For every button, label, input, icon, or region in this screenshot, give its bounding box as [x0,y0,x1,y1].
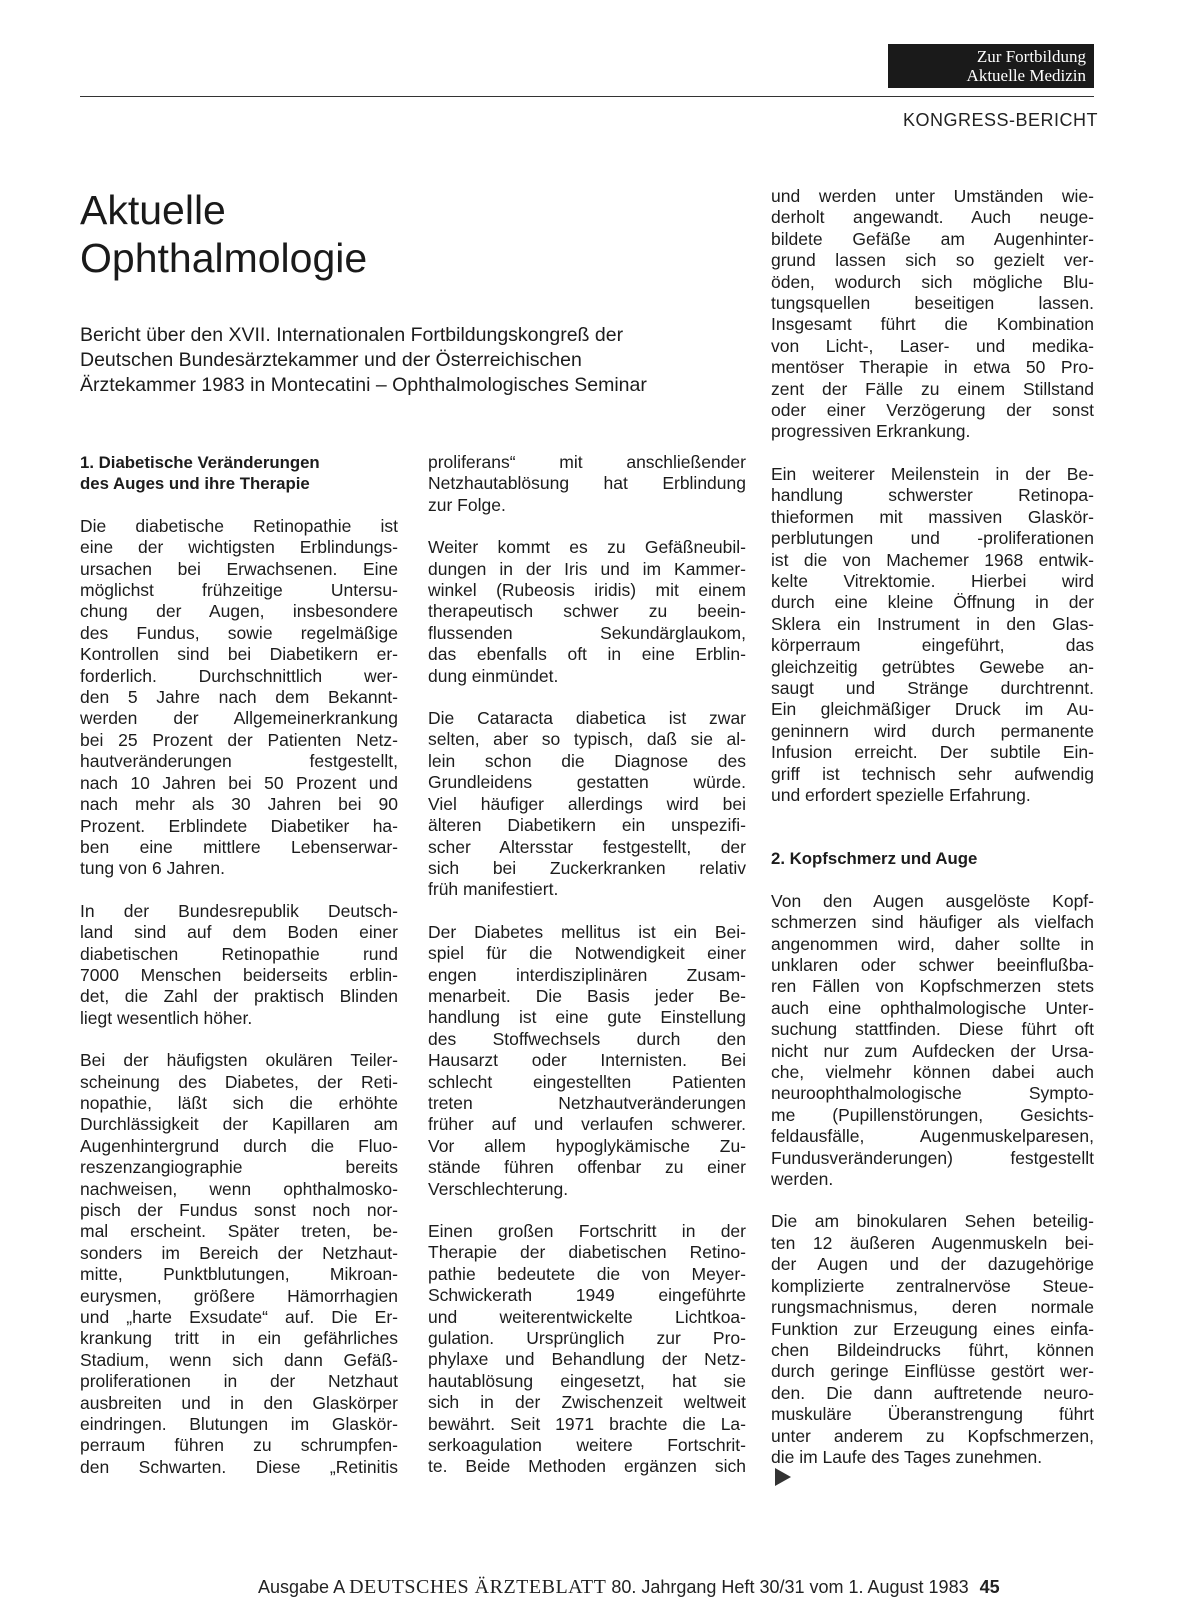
text-line: und weiterentwickelte Lichtkoa- [428,1306,746,1327]
text-line: eurysmen, größere Hämorrhagien [80,1285,398,1306]
text-line: therapeutisch schwer zu beein- [428,601,746,622]
text-line: unter anderem zu Kopfschmerzen, [771,1425,1094,1446]
text-line: feldausfälle, Augenmuskelparesen, [771,1126,1094,1147]
text-line: nach 10 Jahren bei 50 Prozent und [80,772,398,793]
text-line: früh manifestiert. [428,879,559,900]
text-line: proliferans“ mit anschließender [428,452,746,472]
paragraph [428,537,746,687]
section-label: KONGRESS-BERICHT [902,110,1098,130]
text-line: Sklera ein Instrument in den Glas- [771,613,1094,634]
text-line: mal erscheint. Später treten, be- [80,1221,398,1242]
text-line: In der Bundesrepublik Deutsch- [80,900,398,921]
text-line: ren Fällen von Kopfschmerzen stets [771,976,1094,997]
text-line: pathie bedeutete die von Meyer- [428,1263,746,1284]
text-line: Vor allem hypoglykämische Zu- [428,1135,746,1156]
text-line: angenommen wird, daher sollte in [771,933,1094,954]
text-line: durch eine kleine Öffnung in der [771,592,1094,613]
continue-arrow-icon [775,1468,791,1486]
text-line: phylaxe und Behandlung der Netz- [428,1349,746,1370]
text-line: Weiter kommt es zu Gefäßneubil- [428,537,746,558]
text-line: handlung schwerster Retinopa- [771,485,1094,506]
text-line: Fundusveränderungen) festgestellt [771,1147,1094,1168]
paragraph [428,922,746,1200]
text-line: det, die Zahl der praktisch Blinden [80,986,398,1007]
text-line: mitte, Punktblutungen, Mikroan- [80,1264,398,1285]
text-line: che, vielmehr können dabei auch [771,1062,1094,1083]
text-line: ist die von Machemer 1968 entwik- [771,549,1094,570]
text-line: progressiven Erkrankung. [771,421,971,442]
text-line: kelte Vitrektomie. Hierbei wird [771,570,1094,591]
text-line: chen Bildeindrucks führt, können [771,1339,1094,1360]
text-line: flussenden Sekundärglaukom, [428,622,746,643]
text-line: dung einmündet. [428,665,559,686]
text-line: serkoagulation weitere Fortschrit- [428,1435,746,1456]
text-line: eindringen. Blutungen im Glaskör- [80,1414,398,1435]
text-line: gleichzeitig getrübtes Gewebe an- [771,656,1094,677]
text-line: des Stoffwechsels durch den [428,1028,746,1049]
text-line: Kontrollen sind bei Diabetikern er- [80,644,398,665]
text-line: den 5 Jahre nach dem Bekannt- [80,687,398,708]
text-line: unklaren oder schwer beeinflußba- [771,955,1094,975]
text-line: Schwickerath 1949 eingeführte [428,1285,746,1306]
article-subtitle: Bericht über den XVII. Internationalen Fortbildungskongreß der Deutschen Bundesärztekammer und der Österreichischen Ärztekammer 1983 in Montecatini – Ophthalmologisches Seminar [80,324,647,396]
text-line: nachweisen, wenn ophthalmosko- [80,1178,398,1199]
text-line: auch eine ophthalmologische Unter- [771,997,1094,1018]
badge-line-2: Aktuelle Medizin [966,66,1086,85]
text-line: selten, aber so typisch, daß sie al- [428,729,746,750]
text-line: ten 12 äußeren Augenmuskeln bei- [771,1232,1094,1253]
text-line: me (Pupillenstörungen, Gesichts- [771,1104,1094,1125]
text-line: perblutungen und -proliferationen [771,528,1094,549]
text-line: Die diabetische Retinopathie ist [80,515,398,536]
text-line: ben eine mittlere Lebenserwar- [80,836,398,857]
text-line: forderlich. Durchschnittlich wer- [80,665,398,686]
text-line: gulation. Ursprünglich zur Pro- [428,1328,746,1349]
text-line: perraum führen zu schrumpfen- [80,1435,398,1456]
text-line: spiel für die Notwendigkeit einer [428,943,746,964]
text-line: früher auf und verlaufen schwerer. [428,1114,746,1135]
text-line: mentöser Therapie in etwa 50 Pro- [771,357,1094,378]
text-line: diabetischen Retinopathie rund [80,943,398,964]
text-line: Bei der häufigsten okulären Teiler- [80,1050,398,1071]
text-line: des Fundus, sowie regelmäßige [80,622,398,643]
paragraph [428,452,746,516]
text-line: komplizierte zentralnervöse Steue- [771,1275,1094,1296]
text-line: geninnern wird durch permanente [771,720,1094,741]
text-line: proliferationen in der Netzhaut [80,1371,398,1392]
text-line: Ein weiterer Meilenstein in der Be- [771,463,1094,484]
paragraph [80,1050,398,1478]
text-line: Netzhautablösung hat Erblindung [428,473,746,494]
text-line: Von den Augen ausgelöste Kopf- [771,890,1094,911]
text-line: schlecht eingestellten Patienten [428,1071,746,1092]
text-line: Hausarzt oder Internisten. Bei [428,1050,746,1071]
text-line: sich in der Zwischenzeit weltweit [428,1392,746,1413]
text-line: körperraum eingeführt, das [771,635,1094,656]
text-line: Augenhintergrund durch die Fluo- [80,1135,398,1156]
text-line: scheinung des Diabetes, der Reti- [80,1071,398,1092]
text-line: derholt angewandt. Auch neuge- [771,207,1094,228]
text-line: Der Diabetes mellitus ist ein Bei- [428,921,746,942]
paragraph [428,1221,746,1478]
page-footer [258,1576,1098,1599]
text-line: werden. [771,1169,834,1190]
column-2 [428,452,746,1499]
text-line: nach mehr als 30 Jahren bei 90 [80,794,398,815]
footer-issue: 80. Jahrgang Heft 30/31 vom 1. August 1983 [611,1577,969,1597]
text-line: Durchlässigkeit der Kapillaren am [80,1114,398,1135]
section-heading-2: 2. Kopfschmerz und Auge [771,849,978,869]
text-line: te. Beide Methoden ergänzen sich [428,1456,746,1477]
text-line: sonders im Bereich der Netzhaut- [80,1242,398,1263]
text-line: und werden unter Umständen wie- [771,186,1094,206]
text-line: Einen großen Fortschritt in der [428,1221,746,1241]
text-line: nicht nur zum Aufdecken der Ursa- [771,1040,1094,1061]
text-line: den. Die dann auftretende neuro- [771,1382,1094,1403]
paragraph [771,186,1094,443]
text-line: Insgesamt führt die Kombination [771,314,1094,335]
text-line: Infusion erreicht. Der subtile Ein- [771,742,1094,763]
text-line: sich bei Zuckerkranken relativ [428,857,746,878]
text-line: griff ist technisch sehr aufwendig [771,763,1094,784]
text-line: scher Altersstar festgestellt, der [428,836,746,857]
paragraph [80,901,398,1029]
badge-line-1: Zur Fortbildung [976,47,1086,66]
text-line: hautablösung eingesetzt, hat sie [428,1370,746,1391]
text-line: grund lassen sich so gezielt ver- [771,250,1094,271]
text-line: ausbreiten und in den Glaskörper [80,1392,398,1413]
text-line: Grundleidens gestatten würde. [428,772,746,793]
text-line: und „harte Exsudate“ auf. Die Er- [80,1307,398,1328]
section-badge [888,44,1094,88]
text-line: eine der wichtigsten Erblindungs- [80,537,398,558]
paragraph [771,464,1094,807]
text-line: Verschlechterung. [428,1178,569,1199]
text-line: Ein gleichmäßiger Druck im Au- [771,699,1094,720]
text-line: stände führen offenbar zu einer [428,1157,746,1178]
text-line: muskuläre Überanstrengung führt [771,1404,1094,1425]
text-line: pisch der Fundus sonst noch nor- [80,1200,398,1220]
paragraph [771,891,1094,1191]
text-line: winkel (Rubeosis iridis) mit einem [428,580,746,601]
text-line: der Augen und der dazugehörige [771,1254,1094,1275]
text-line: engen interdisziplinären Zusam- [428,964,746,985]
article-title: Aktuelle Ophthalmologie [80,187,368,281]
paragraph [428,708,746,901]
text-line: Die Cataracta diabetica ist zwar [428,708,746,729]
text-line: möglichst frühzeitige Untersu- [80,580,398,601]
text-line: das ebenfalls oft in eine Erblin- [428,644,746,665]
text-line: bei 25 Prozent der Patienten Netz- [80,729,398,750]
text-line: chung der Augen, insbesondere [80,601,398,622]
text-line: Therapie der diabetischen Retino- [428,1242,746,1263]
column-1 [80,452,398,1499]
text-line: zent der Fälle zu einem Stillstand [771,378,1094,399]
text-line: suchung stattfinden. Diese führt oft [771,1019,1094,1040]
text-line: Viel häufiger allerdings wird bei [428,793,746,814]
text-line: die im Laufe des Tages zunehmen. [771,1447,1094,1486]
text-line: öden, wodurch sich mögliche Blu- [771,271,1094,292]
page-number: 45 [979,1577,1000,1597]
text-line: den Schwarten. Diese „Retinitis [80,1456,398,1477]
text-line: durch geringe Einflüsse gestört wer- [771,1361,1094,1382]
column-3 [771,186,1094,1507]
footer-edition: Ausgabe A [258,1577,345,1597]
text-line: dungen in der Iris und im Kammer- [428,558,746,579]
text-line: liegt wesentlich höher. [80,1007,253,1028]
text-line: rungsmachnismus, deren normale [771,1297,1094,1318]
text-line: menarbeit. Die Basis jeder Be- [428,985,746,1006]
text-line: bewährt. Seit 1971 brachte die La- [428,1413,746,1434]
text-line: älteren Diabetikern ein unspezifi- [428,815,746,836]
text-line: von Licht-, Laser- und medika- [771,335,1094,356]
section-heading-1: 1. Diabetische Veränderungen des Auges und ihre Therapie [80,453,320,494]
text-line: krankung tritt in ein gefährliches [80,1328,398,1349]
text-line: tungsquellen beseitigen lassen. [771,293,1094,314]
text-line: und erfordert spezielle Erfahrung. [771,784,1031,805]
text-line: bildete Gefäße am Augenhinter- [771,228,1094,249]
text-line: reszenzangiographie bereits [80,1157,398,1178]
text-line: oder einer Verzögerung der sonst [771,400,1094,421]
text-line: neuroophthalmologische Sympto- [771,1083,1094,1104]
text-line: Funktion zur Erzeugung eines einfa- [771,1318,1094,1339]
text-line: thieformen mit massiven Glaskör- [771,506,1094,527]
text-line: zur Folge. [428,494,506,515]
footer-journal: DEUTSCHES ÄRZTEBLATT [349,1576,607,1598]
text-line: werden der Allgemeinerkrankung [80,708,398,729]
text-line: Prozent. Erblindete Diabetiker ha- [80,815,398,836]
text-line: land sind auf dem Boden einer [80,922,398,943]
text-line: tung von 6 Jahren. [80,858,225,879]
paragraph [80,516,398,880]
text-line: Die am binokularen Sehen beteilig- [771,1211,1094,1232]
text-line: 7000 Menschen beiderseits erblin- [80,964,398,985]
text-line: hautveränderungen festgestellt, [80,751,398,772]
text-line: ursachen bei Erwachsenen. Eine [80,558,398,579]
text-line: handlung ist eine gute Einstellung [428,1007,746,1028]
paragraph [771,1211,1094,1486]
text-line: Stadium, wenn sich dann Gefäß- [80,1349,398,1370]
text-line: saugt und Stränge durchtrennt. [771,677,1094,698]
header-rule [80,96,1094,97]
text-line: lein schon die Diagnose des [428,750,746,771]
text-line: nopathie, läßt sich die erhöhte [80,1092,398,1113]
text-line: schmerzen sind häufiger als vielfach [771,912,1094,933]
text-line: treten Netzhautveränderungen [428,1092,746,1113]
